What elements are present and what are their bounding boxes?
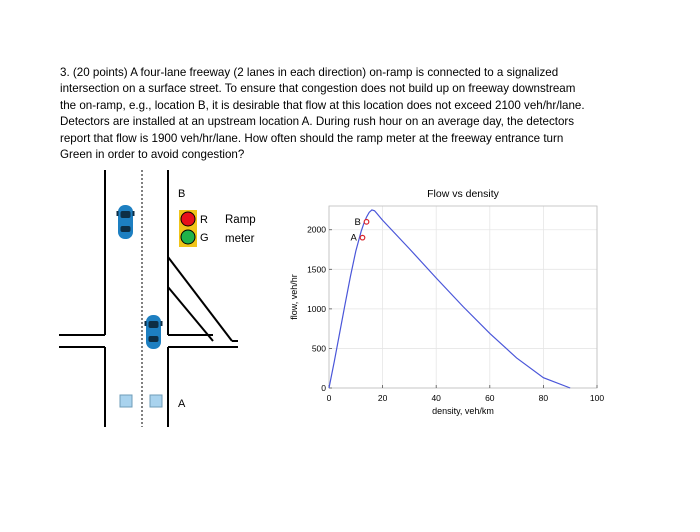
chart-grid [329,206,597,388]
detector-right [150,395,162,407]
car-top [117,205,135,239]
y-tick-label: 1500 [307,264,326,275]
problem-line: the on-ramp, e.g., location B, it is desirable that flow at this location does not exceed 2100 veh/hr/lane. [60,98,585,112]
problem-line: intersection on a surface street. To ensure that congestion does not build up on freeway downstream [60,82,576,96]
chart-title: Flow vs density [427,188,499,200]
x-tick-label: 100 [589,393,605,403]
point-label-b: B [354,216,361,228]
problem-line: Green in order to avoid congestion? [60,148,245,162]
red-light-icon [181,212,195,226]
ramp-meter-signal [179,210,197,247]
signal-r-label: R [200,214,208,226]
point-a [360,235,365,240]
x-tick-label: 60 [485,393,495,403]
y-tick-label: 500 [311,343,326,354]
y-tick-label: 2000 [307,224,326,235]
problem-line: Detectors are installed at an upstream location A. During rush hour on an average day, the detectors [60,115,575,129]
location-a-label: A [178,398,186,410]
ramp-inner-diagonal [168,287,213,341]
location-b-label: B [178,188,186,200]
detector-left [120,395,132,407]
meter-label: meter [225,233,255,245]
x-tick-label: 0 [326,393,332,403]
point-label-a: A [350,232,357,244]
problem-line: report that flow is 1900 veh/hr/lane. How often should the ramp meter at the freeway entrance turn [60,131,564,145]
ramp-label: Ramp [225,214,256,226]
point-b [364,220,369,225]
x-tick-label: 80 [538,393,549,403]
chart-ticks [307,225,604,403]
green-light-icon [181,230,195,244]
signal-g-label: G [200,232,209,244]
y-axis-label: flow, veh/hr [289,274,299,320]
problem-statement [60,65,660,163]
flow-density-chart [285,180,615,430]
car-middle [145,315,163,349]
problem-line: 3. (20 points) A four-lane freeway (2 lanes in each direction) on-ramp is connected to a signalized [60,66,559,79]
plot-area-frame [329,206,597,388]
y-tick-label: 1000 [307,303,326,314]
x-tick-label: 40 [431,393,441,403]
x-axis-label: density, veh/km [432,406,494,416]
y-tick-label: 0 [321,383,326,393]
chart-points [351,217,369,244]
x-tick-label: 20 [377,393,388,403]
freeway-ramp-diagram [55,165,285,430]
